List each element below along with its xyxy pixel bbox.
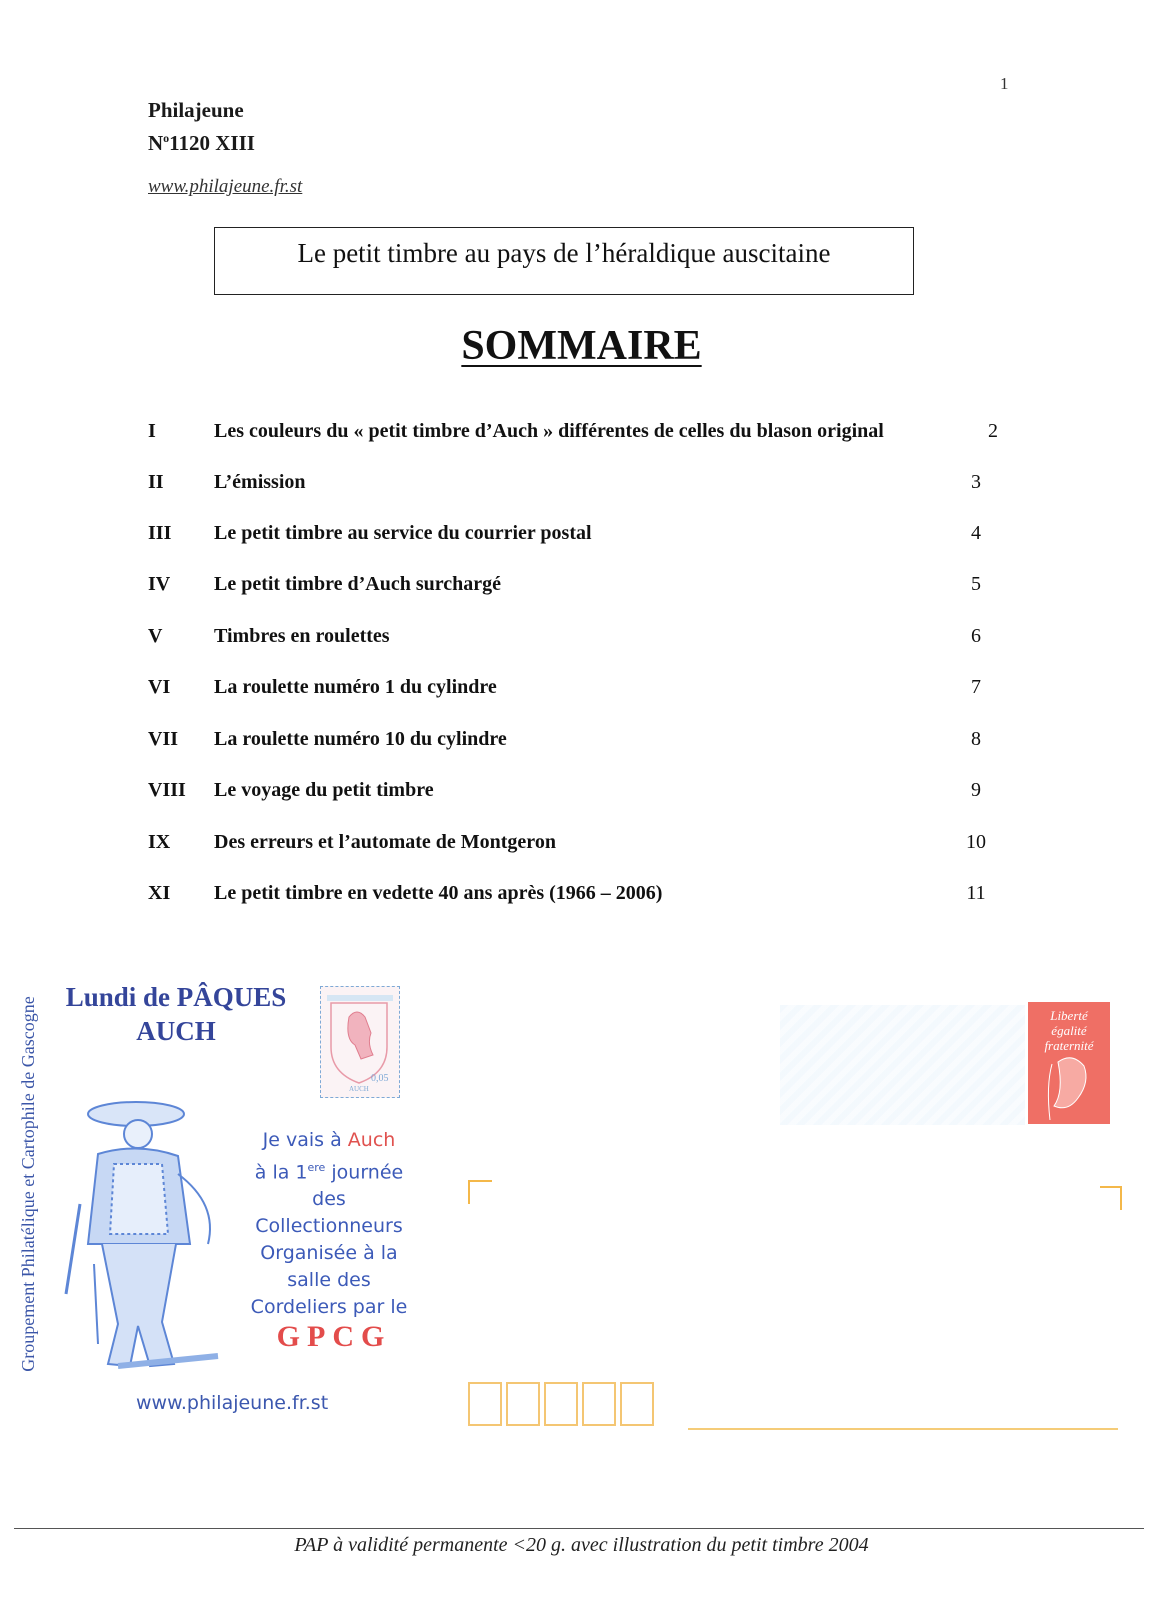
toc-row[interactable] [0,573,1163,603]
toc-number: VII [148,728,179,750]
issue-number: $N^o1120$ XIII [148,131,255,155]
toc-number: IX [148,831,171,853]
publication-name: Philajeune [148,98,244,122]
city-line [688,1428,1118,1430]
musketeer-illustration [58,1094,233,1379]
toc-title: L’émission [214,471,306,493]
toc-page: 6 [971,625,981,647]
event-title-line1: Lundi de PÂQUES [65,982,287,1012]
toc-number: VI [148,676,171,698]
address-corner-left [468,1180,492,1204]
toc-row[interactable] [0,676,1163,706]
mini-stamp-value: 0,05 [371,1073,389,1084]
toc-title: Timbres en roulettes [214,625,390,647]
postcode-box [620,1382,654,1426]
address-corner-right [1100,1186,1122,1210]
motto-line: égalité [1051,1023,1087,1038]
invite-line: Cordeliers par le [250,1296,408,1319]
motto-line: Liberté [1050,1008,1088,1023]
toc-title: La roulette numéro 1 du cylindre [214,676,497,698]
vertical-side-text: Groupement Philatélique et Cartophile de Gascogne [18,996,38,1372]
toc-number: I [148,420,156,442]
toc-page: 4 [971,522,981,544]
toc-title: Le petit timbre d’Auch surchargé [214,573,502,595]
toc-page: 3 [971,471,981,493]
toc-row[interactable] [0,471,1163,501]
toc-title: La roulette numéro 10 du cylindre [214,728,507,750]
toc-row[interactable] [0,831,1163,861]
toc-page: 9 [971,779,981,801]
toc-title: Les couleurs du « petit timbre d’Auch » différentes de celles du blason original [214,420,884,442]
invite-line: à la 1ere journée [254,1161,404,1184]
publication-header [148,96,255,157]
postcode-box [468,1382,502,1426]
toc-title: Le voyage du petit timbre [214,779,434,801]
website-link[interactable]: www.philajeune.fr.st [148,176,303,197]
musketeer-icon [58,1094,233,1379]
mini-stamp-city: AUCH [349,1085,369,1093]
event-title [56,980,296,1048]
toc-number: III [148,522,172,544]
divider [14,1528,1144,1529]
invite-line: Organisée à la [260,1242,398,1265]
document-title: Le petit timbre au pays de l’héraldique auscitaine [214,227,914,295]
invite-line: salle des [287,1269,371,1292]
postcode-box [544,1382,578,1426]
toc-number: XI [148,882,171,904]
toc-title: Des erreurs et l’automate de Montgeron [214,831,556,853]
stamp-motto [1032,1008,1106,1053]
figure-caption: PAP à validité permanente <20 g. avec illustration du petit timbre 2004 [294,1534,869,1556]
motto-line: fraternité [1044,1038,1094,1053]
toc-page: 8 [971,728,981,750]
postcode-box [506,1382,540,1426]
toc-number: II [148,471,164,493]
toc-title: Le petit timbre au service du courrier postal [214,522,592,544]
toc-page: 11 [966,882,986,904]
toc-page: 7 [971,676,981,698]
invitation-text [244,1127,414,1321]
invite-line: des [312,1188,346,1211]
invite-line: Collectionneurs [255,1215,403,1238]
postmark-area [780,1005,1025,1125]
toc-row[interactable] [0,728,1163,758]
toc-row[interactable] [0,522,1163,552]
toc-number: VIII [148,779,186,801]
toc-number: V [148,625,163,647]
toc-row[interactable] [0,779,1163,809]
event-title-line2: AUCH [136,1016,216,1046]
toc-title: Le petit timbre en vedette 40 ans après (1966 – 2006) [214,882,663,904]
gpcg-logo-text: GPCG [276,1320,392,1353]
toc-page: 10 [966,831,986,853]
postcode-box [582,1382,616,1426]
toc-row[interactable] [0,420,1163,450]
toc-number: IV [148,573,171,595]
toc-page: 2 [988,420,998,442]
auch-stamp-image [320,986,400,1098]
toc-row[interactable] [0,882,1163,912]
toc-page: 5 [971,573,981,595]
invite-line: Je vais à Auch [262,1129,396,1151]
toc-row[interactable] [0,625,1163,655]
page-number: 1 [1000,74,1009,93]
sommaire-heading: SOMMAIRE [461,323,702,369]
website-link-bottom[interactable]: www.philajeune.fr.st [136,1392,329,1414]
